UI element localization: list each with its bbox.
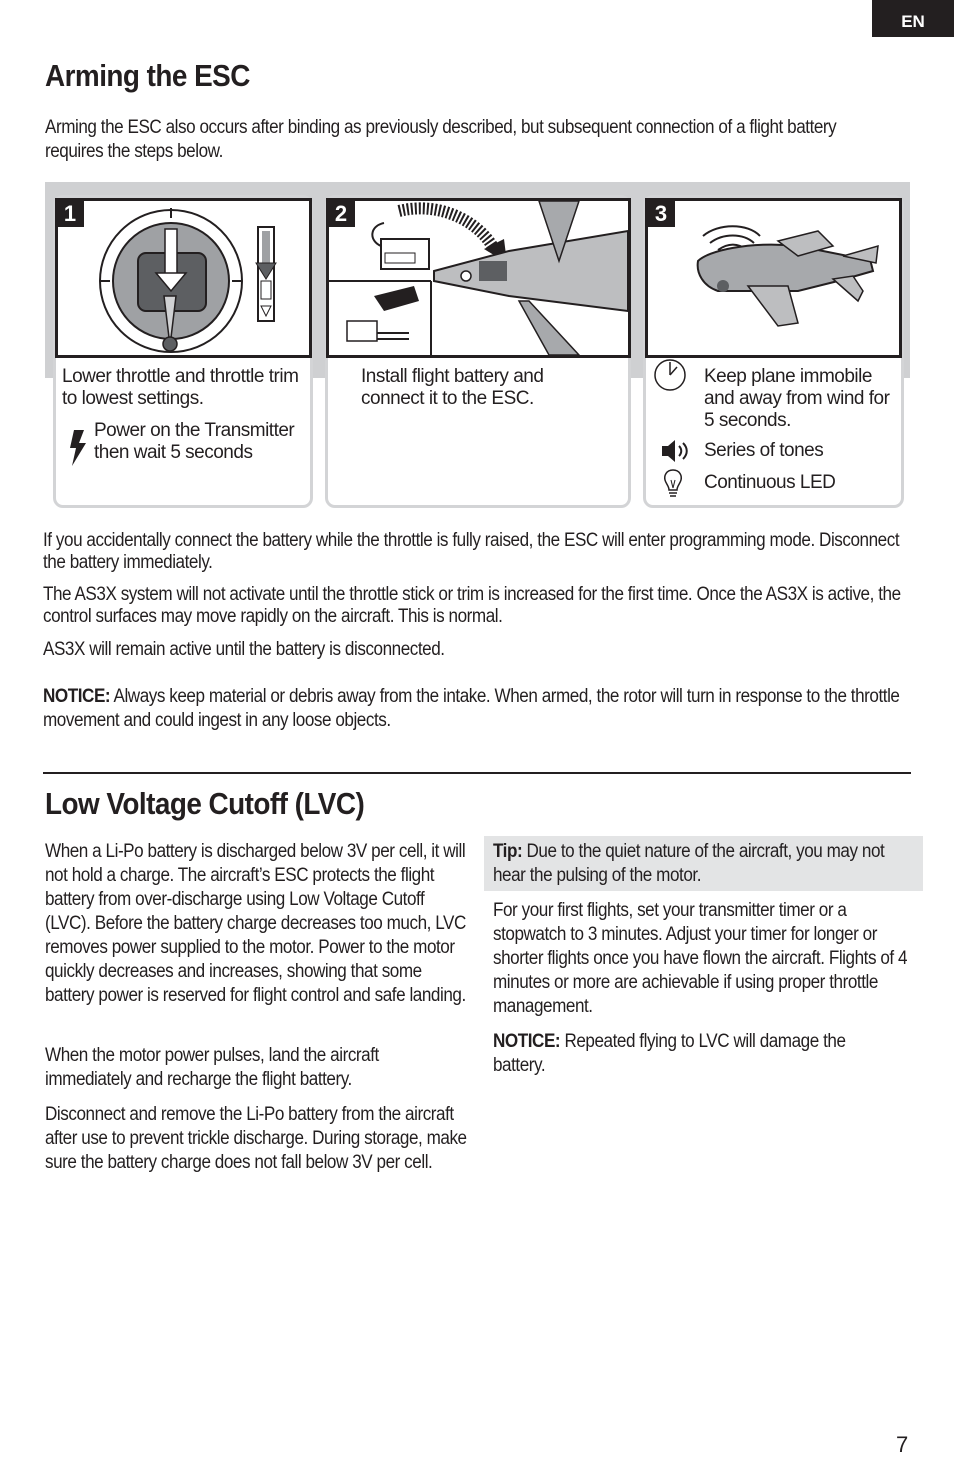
step-number-2: 2 bbox=[327, 199, 355, 227]
tip-label: Tip: bbox=[493, 841, 523, 862]
lightning-icon bbox=[68, 430, 88, 466]
lvc-title: Low Voltage Cutoff (LVC) bbox=[45, 786, 365, 821]
arming-title: Arming the ESC bbox=[45, 58, 250, 93]
arming-para-2: The AS3X system will not activate until the throttle stick or trim is increased for the first time. Once the AS3X is active, the control surfaces may move rapidly on the aircraft. This is normal. bbox=[43, 584, 901, 627]
step-2-text: Install flight battery and connect it to the ESC. bbox=[361, 366, 544, 409]
arming-notice bbox=[43, 685, 923, 733]
lvc-left-para-2: When the motor power pulses, land the aircraft immediately and recharge the flight battery. bbox=[45, 1045, 379, 1090]
lvc-notice-label: NOTICE: bbox=[493, 1031, 561, 1052]
lvc-notice bbox=[493, 1030, 918, 1078]
battery-connection-icon bbox=[329, 201, 628, 355]
page-number: 7 bbox=[896, 1432, 909, 1457]
step-1-subtext: Power on the Transmitter then wait 5 seconds bbox=[94, 420, 295, 463]
lvc-left-para-1: When a Li-Po battery is discharged below 3V per cell, it will not hold a charge. The aircraft’s ESC protects the flight battery from over-discharge using Low Voltage Cutoff (LVC). Before the battery charge decreases too much, LVC removes power supplied to the motor. Power to the motor quickly decreases and increases, showing that some battery power is reserved for flight control and safe landing. bbox=[45, 841, 466, 1006]
notice-text: Always keep material or debris away from the intake. When armed, the rotor will turn in response to the throttle movement and could ingest in any loose objects. bbox=[43, 686, 900, 731]
airplane-signal-icon bbox=[648, 201, 899, 355]
lvc-left-para-3: Disconnect and remove the Li-Po battery from the aircraft after use to prevent trickle discharge. During storage, make sure the battery charge does not fall below 3V per cell. bbox=[45, 1104, 467, 1173]
step-number-1: 1 bbox=[56, 199, 84, 227]
arming-intro: Arming the ESC also occurs after binding as previously described, but subsequent connection of a flight battery requires the steps below. bbox=[45, 117, 837, 162]
step-1-illustration bbox=[55, 198, 312, 358]
step-number-3: 3 bbox=[647, 199, 675, 227]
section-divider bbox=[43, 772, 911, 774]
step-3-tones: Series of tones bbox=[704, 440, 824, 461]
step-3-led: Continuous LED bbox=[704, 472, 836, 493]
lvc-notice-text: Repeated flying to LVC will damage the battery. bbox=[493, 1031, 846, 1076]
arming-para-3: AS3X will remain active until the battery is disconnected. bbox=[43, 639, 445, 660]
tip-text: Due to the quiet nature of the aircraft, you may not hear the pulsing of the motor. bbox=[493, 841, 885, 886]
step-3-text: Keep plane immobile and away from wind for 5 seconds. bbox=[704, 366, 890, 431]
lvc-right-para-1: For your first flights, set your transmitter timer or a stopwatch to 3 minutes. Adjust your timer for longer or shorter flights once you have flown the aircraft. Flights of 4 minutes or more are achievable if using proper throttle management. bbox=[493, 900, 908, 1017]
language-tab: EN bbox=[872, 0, 954, 37]
timer-icon bbox=[654, 359, 688, 391]
step-1-text: Lower throttle and throttle trim to lowest settings. bbox=[62, 366, 299, 409]
led-bulb-icon bbox=[662, 468, 684, 500]
transmitter-stick-icon bbox=[58, 201, 309, 355]
step-3-illustration bbox=[645, 198, 902, 358]
lvc-tip bbox=[493, 840, 918, 888]
notice-label: NOTICE: bbox=[43, 686, 111, 707]
speaker-icon bbox=[660, 438, 692, 464]
step-2-illustration bbox=[326, 198, 631, 358]
arming-para-1: If you accidentally connect the battery while the throttle is fully raised, the ESC will enter programming mode. Disconnect the battery immediately. bbox=[43, 530, 900, 573]
